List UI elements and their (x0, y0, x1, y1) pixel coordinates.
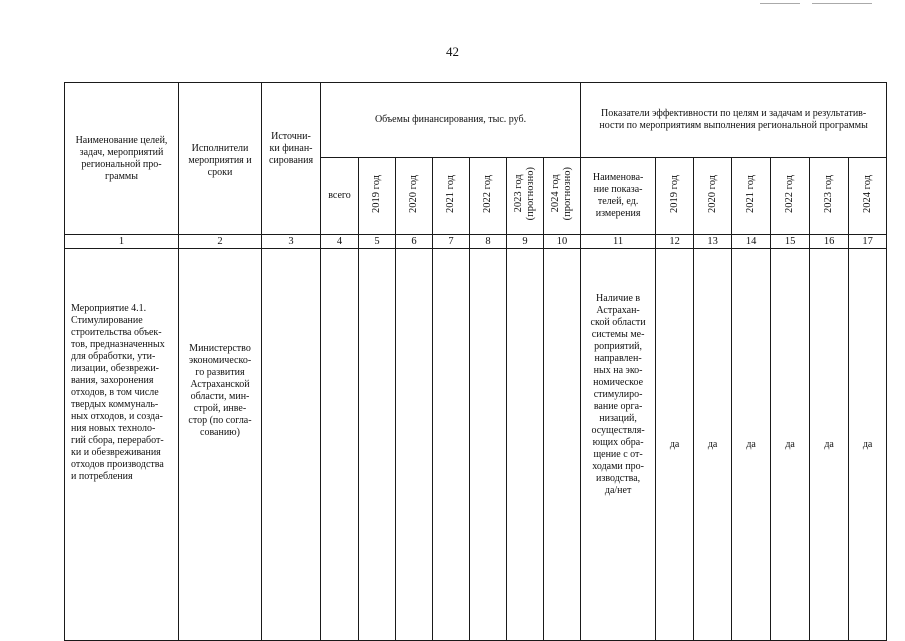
column-number: 13 (694, 235, 732, 249)
header-funding-year: 2022 год (470, 158, 507, 235)
column-number: 1 (65, 235, 179, 249)
indicator-value: да (694, 249, 732, 641)
header-indicator-name: Наименова- ние показа- телей, ед. измерения (581, 158, 656, 235)
column-number: 4 (321, 235, 359, 249)
indicator-value: да (849, 249, 887, 641)
measure-executor: Министерство экономическо- го развития Астраханской области, мин- строй, инве- стор (по согла- сованию) (179, 249, 262, 641)
header-funding-group: Объемы финансирования, тыс. руб. (321, 83, 581, 158)
header-funding-year: 2021 год (433, 158, 470, 235)
funding-source-cell (262, 249, 321, 641)
scan-artifact-line (760, 3, 800, 4)
header-goals: Наименование целей, задач, мероприятий региональной про- граммы (65, 83, 179, 235)
column-number: 15 (771, 235, 810, 249)
column-number: 7 (433, 235, 470, 249)
column-number: 3 (262, 235, 321, 249)
program-table (64, 82, 887, 641)
header-funding-year: 2019 год (359, 158, 396, 235)
funding-total-cell (321, 249, 359, 641)
header-indicator-year: 2023 год (810, 158, 849, 235)
header-indicator-year: 2021 год (732, 158, 771, 235)
header-funding-year: 2020 год (396, 158, 433, 235)
column-number: 8 (470, 235, 507, 249)
column-number: 5 (359, 235, 396, 249)
measure-name: Мероприятие 4.1. Стимулирование строительства объек- тов, предназначенных для обработки, ути- лизации, обезврежи- вания, захоронения отходов, в том числе твердых коммуналь- ных отходов, и созда- ния новых техноло- гий сбора, переработ- ки и обезвреживания отходов производства и потребления (65, 249, 179, 641)
header-executors: Исполнители мероприятия и сроки (179, 83, 262, 235)
funding-year-cell (470, 249, 507, 641)
funding-year-cell (544, 249, 581, 641)
page-number: 42 (446, 44, 459, 59)
funding-year-cell (433, 249, 470, 641)
header-indicators-group: Показатели эффективности по целям и задачам и результатив- ности по мероприятиям выполнения региональной программы (581, 83, 887, 158)
column-number: 14 (732, 235, 771, 249)
header-funding-year: 2024 год (прогнозно) (544, 158, 581, 235)
indicator-value: да (771, 249, 810, 641)
column-number: 17 (849, 235, 887, 249)
header-indicator-year: 2019 год (656, 158, 694, 235)
header-funding-year: 2023 год (прогнозно) (507, 158, 544, 235)
header-sources: Источни- ки финан- сирования (262, 83, 321, 235)
column-number: 11 (581, 235, 656, 249)
indicator-value: да (810, 249, 849, 641)
header-indicator-year: 2024 год (849, 158, 887, 235)
header-indicator-year: 2022 год (771, 158, 810, 235)
column-number: 10 (544, 235, 581, 249)
scan-artifact-line (812, 3, 872, 4)
indicator-name: Наличие в Астрахан- ской области системы ме- роприятий, направлен- ных на эко- номическое стимулиро- вание орга- низаций, осуществля- ющих обра- щение с от- ходами про- изводства, да/нет (581, 249, 656, 641)
header-indicator-year: 2020 год (694, 158, 732, 235)
column-number: 2 (179, 235, 262, 249)
funding-year-cell (359, 249, 396, 641)
funding-year-cell (507, 249, 544, 641)
column-number: 16 (810, 235, 849, 249)
funding-year-cell (396, 249, 433, 641)
indicator-value: да (656, 249, 694, 641)
column-number: 9 (507, 235, 544, 249)
header-total: всего (321, 158, 359, 235)
column-number: 6 (396, 235, 433, 249)
column-number: 12 (656, 235, 694, 249)
indicator-value: да (732, 249, 771, 641)
